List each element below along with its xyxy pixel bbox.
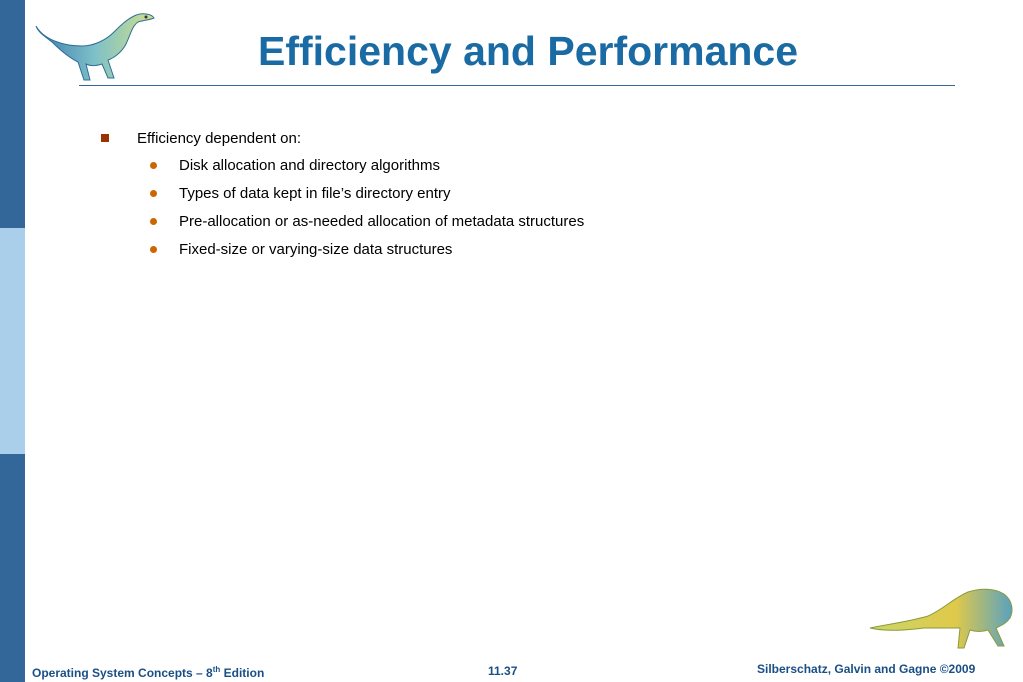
footer-book-prefix: Operating System Concepts – 8 bbox=[32, 666, 213, 680]
dinosaur-icon bbox=[34, 6, 156, 84]
sidebar bbox=[0, 0, 25, 682]
footer-book-title bbox=[32, 665, 264, 680]
footer-book-suffix: Edition bbox=[220, 666, 265, 680]
round-bullet-icon bbox=[150, 218, 157, 225]
dinosaur-icon bbox=[868, 584, 1016, 654]
round-bullet-icon bbox=[150, 190, 157, 197]
round-bullet-icon bbox=[150, 246, 157, 253]
main-bullet-text: Efficiency dependent on: bbox=[137, 130, 302, 147]
sidebar-band bbox=[0, 228, 25, 454]
sub-bullet-text: Fixed-size or varying-size data structures bbox=[179, 241, 453, 258]
footer-authors: Silberschatz, Galvin and Gagne ©2009 bbox=[757, 662, 976, 676]
page-number: 11.37 bbox=[488, 664, 518, 678]
footer-book-sup: th bbox=[212, 665, 221, 674]
title-divider bbox=[79, 85, 955, 86]
round-bullet-icon bbox=[150, 162, 157, 169]
sub-bullet-text: Pre-allocation or as-needed allocation of metadata structures bbox=[179, 213, 585, 230]
square-bullet-icon bbox=[101, 134, 109, 142]
sub-bullet-text: Types of data kept in file’s directory entry bbox=[179, 185, 451, 202]
slide-title: Efficiency and Performance bbox=[258, 28, 799, 74]
sub-bullet-text: Disk allocation and directory algorithms bbox=[179, 157, 440, 174]
